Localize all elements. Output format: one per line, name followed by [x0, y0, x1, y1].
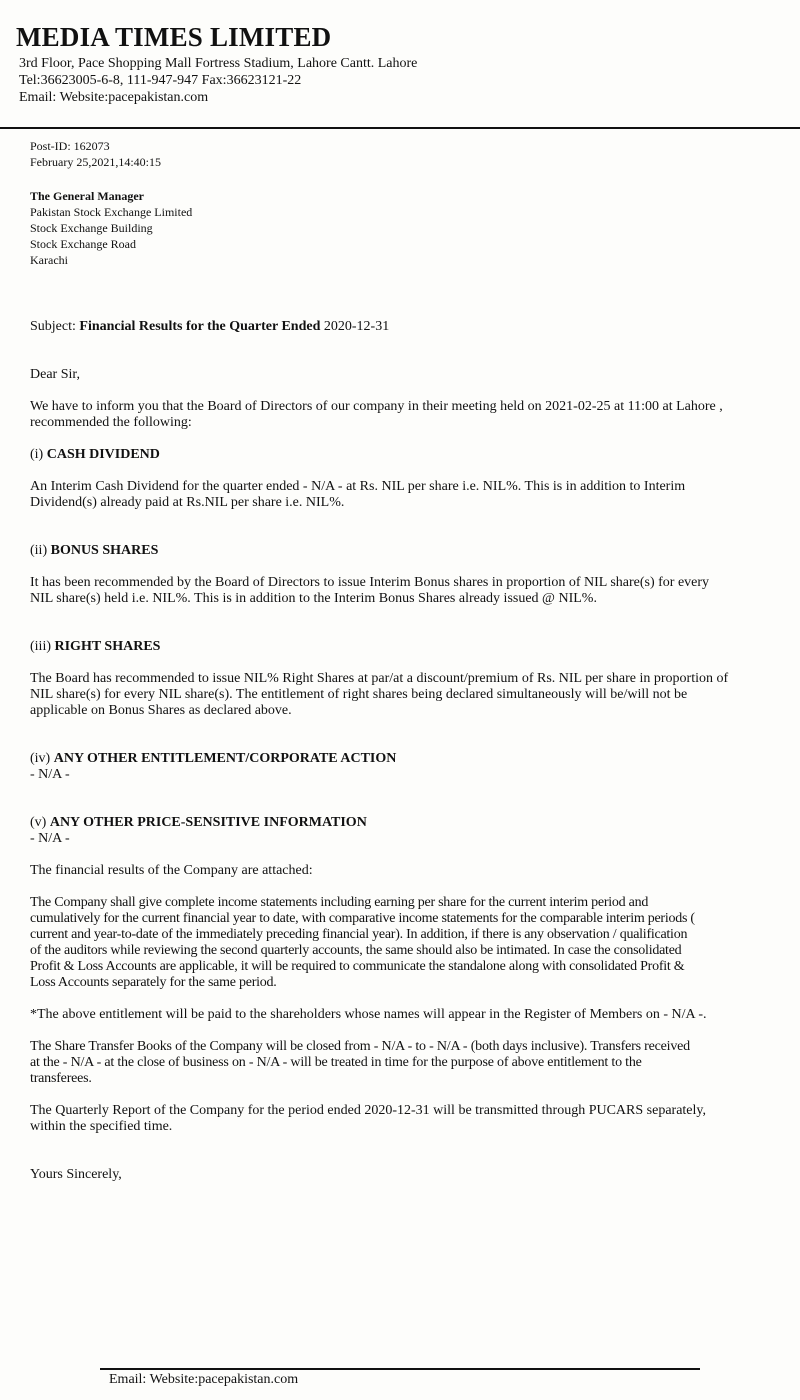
- section-title: RIGHT SHARES: [54, 639, 161, 654]
- text-line: Dividend(s) already paid at Rs.NIL per share i.e. NIL%.: [30, 495, 345, 510]
- text-line: NIL share(s) for every NIL share(s). The entitlement of right shares being declared simultaneously will be/will not be: [30, 687, 688, 702]
- text-line: Loss Accounts separately for the same period.: [30, 975, 277, 990]
- text-line: We have to inform you that the Board of Directors of our company in their meeting held on 2021-02-25 at 11:00 at Lahore ,: [30, 399, 723, 414]
- section-title: CASH DIVIDEND: [46, 447, 160, 462]
- intro-paragraph: [30, 399, 723, 431]
- text-line: transferees.: [30, 1071, 92, 1086]
- footer-divider: [100, 1368, 700, 1370]
- text-line: - N/A -: [30, 831, 70, 846]
- quarterly-report-paragraph: [30, 1103, 706, 1135]
- section-body: [30, 671, 728, 719]
- recipient-block: [30, 188, 192, 268]
- section-body: [30, 767, 70, 783]
- text-line: Profit & Loss Accounts are applicable, it will be required to communicate the standalone along with consolidated Profit &: [30, 959, 685, 974]
- recipient-line: Stock Exchange Road: [30, 237, 136, 251]
- results-attached: The financial results of the Company are attached:: [30, 863, 313, 878]
- recipient-line: Stock Exchange Building: [30, 221, 153, 235]
- subject-line: [30, 319, 389, 335]
- text-line: recommended the following:: [30, 415, 192, 430]
- subject-label: Subject:: [30, 319, 76, 334]
- recipient-line: Karachi: [30, 253, 68, 267]
- entitlement-note: *The above entitlement will be paid to the shareholders whose names will appear in the Register of Members on - N/A -.: [30, 1007, 707, 1022]
- company-phone: Tel:36623005-6-8, 111-947-947 Fax:36623121-22: [19, 73, 302, 88]
- section-title: ANY OTHER PRICE-SENSITIVE INFORMATION: [49, 815, 367, 830]
- text-line: at the - N/A - at the close of business on - N/A - will be treated in time for the purpose of above entitlement to the: [30, 1055, 642, 1070]
- section-number: (i): [30, 447, 44, 462]
- closing: Yours Sincerely,: [30, 1167, 122, 1182]
- text-line: - N/A -: [30, 767, 70, 782]
- section-heading: [30, 815, 367, 831]
- section-heading: [30, 639, 160, 655]
- recipient-line: Pakistan Stock Exchange Limited: [30, 205, 193, 219]
- footer-email: Email: Website:pacepakistan.com: [109, 1372, 299, 1387]
- company-name: MEDIA TIMES LIMITED: [16, 22, 332, 52]
- section-body: [30, 831, 70, 847]
- header-divider: [0, 127, 800, 129]
- recipient-title: The General Manager: [30, 189, 144, 203]
- section-body: [30, 575, 709, 607]
- section-number: (v): [30, 815, 47, 830]
- text-line: cumulatively for the current financial year to date, with comparative income statements for the comparable interim periods (: [30, 911, 695, 926]
- company-address: 3rd Floor, Pace Shopping Mall Fortress Stadium, Lahore Cantt. Lahore: [19, 56, 418, 71]
- text-line: The Quarterly Report of the Company for the period ended 2020-12-31 will be transmitted through PUCARS separately,: [30, 1103, 706, 1118]
- income-statement-paragraph: [30, 895, 695, 991]
- section-heading: [30, 447, 160, 463]
- section-number: (iv): [30, 751, 51, 766]
- post-datetime: February 25,2021,14:40:15: [30, 155, 161, 169]
- transfer-books-paragraph: [30, 1039, 690, 1087]
- text-line: It has been recommended by the Board of Directors to issue Interim Bonus shares in proportion of NIL share(s) for every: [30, 575, 710, 590]
- section-number: (iii): [30, 639, 51, 654]
- post-id: Post-ID: 162073: [30, 139, 110, 153]
- section-title: BONUS SHARES: [50, 543, 159, 558]
- text-line: The Board has recommended to issue NIL% Right Shares at par/at a discount/premium of Rs. NIL per share in proportion of: [30, 671, 729, 686]
- section-heading: [30, 751, 396, 767]
- text-line: NIL share(s) held i.e. NIL%. This is in addition to the Interim Bonus Shares already issued @ NIL%.: [30, 591, 597, 606]
- text-line: of the auditors while reviewing the second quarterly accounts, the same should also be intimated. In case the consolidated: [30, 943, 682, 958]
- text-line: current and year-to-date of the immediately preceding financial year). In addition, if there is any observation / qualification: [30, 927, 688, 942]
- section-body: [30, 479, 685, 511]
- salutation: Dear Sir,: [30, 367, 80, 382]
- section-heading: [30, 543, 158, 559]
- subject-date: 2020-12-31: [323, 319, 390, 334]
- company-email: Email: Website:pacepakistan.com: [19, 90, 209, 105]
- section-number: (ii): [30, 543, 48, 558]
- text-line: An Interim Cash Dividend for the quarter ended - N/A - at Rs. NIL per share i.e. NIL%. This is in addition to Interim: [30, 479, 686, 494]
- subject-text: Financial Results for the Quarter Ended: [79, 319, 321, 334]
- text-line: applicable on Bonus Shares as declared above.: [30, 703, 292, 718]
- text-line: The Share Transfer Books of the Company will be closed from - N/A - to - N/A - (both days inclusive). Transfers received: [30, 1039, 690, 1054]
- text-line: within the specified time.: [30, 1119, 173, 1134]
- section-title: ANY OTHER ENTITLEMENT/CORPORATE ACTION: [53, 751, 397, 766]
- text-line: The Company shall give complete income statements including earning per share for the current interim period and: [30, 895, 649, 910]
